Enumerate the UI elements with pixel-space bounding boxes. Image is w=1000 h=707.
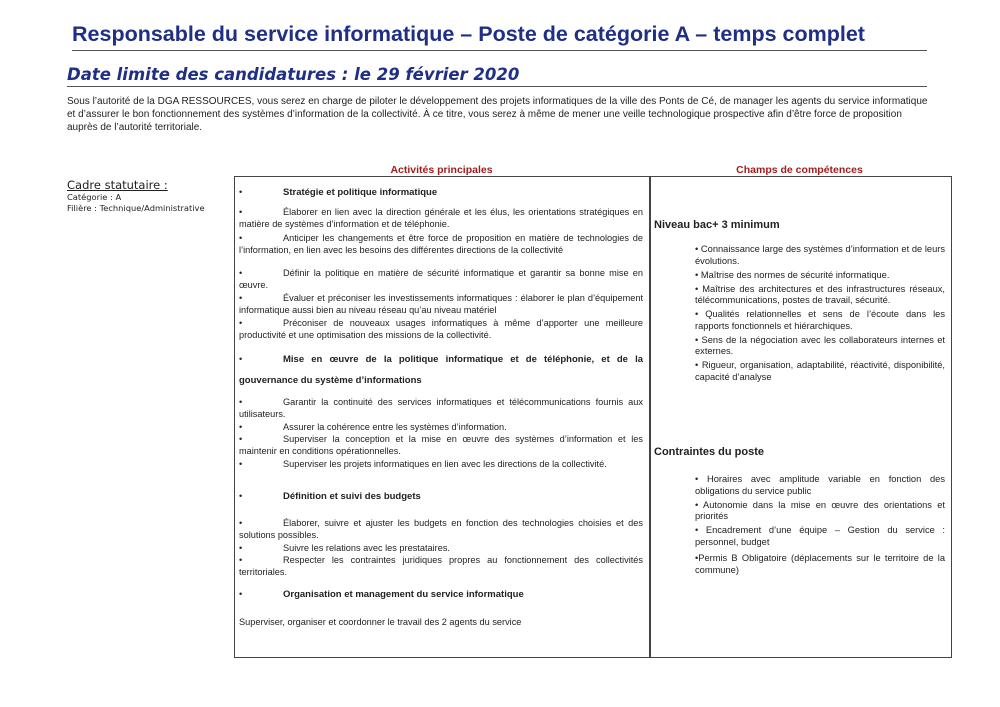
cadre-title: Cadre statutaire : [67,178,168,192]
activity-item: • Élaborer, suivre et ajuster les budgets en fonction des technologies choisies et des solutions possibles. [239,518,643,540]
activity-item: • Superviser les projets informatiques en lien avec les directions de la collectivité. [239,459,607,469]
activity-item: • Superviser la conception et la mise en œuvre des systèmes d’information et les maintenir en conditions opérationnelles. [239,434,643,456]
skill-item: • Maîtrise des normes de sécurité informatique. [695,269,890,280]
constraint-item: • Horaires avec amplitude variable en fonction des obligations du service public [695,474,945,496]
cadre-categorie: Catégorie : A [67,192,122,202]
activity-head: • Organisation et management du service informatique [239,589,524,600]
activity-item: • Suivre les relations avec les prestataires. [239,543,450,553]
activity-head: • Stratégie et politique informatique [239,187,438,198]
activity-item: • Évaluer et préconiser les investissements informatiques : élaborer le plan d’équipement informatique aussi bien au niveau réseau qu’au niveau matériel [239,293,643,315]
activity-head: • Définition et suivi des budgets [239,491,421,502]
activity-head: • Mise en œuvre de la politique informatique et de téléphonie, et de la gouvernance du système d’informations [239,354,643,386]
constraint-item: • Encadrement d’une équipe – Gestion du service : personnel, budget [695,525,945,547]
skill-item: • Maîtrise des architectures et des infrastructures réseaux, télécommunications, postes de travail, sécurité. [695,283,945,305]
cadre-filiere: Filière : Technique/Administrative [67,203,205,213]
page-title: Responsable du service informatique – Poste de catégorie A – temps complet [72,22,927,51]
activities-column-header: Activités principales [390,164,493,176]
skills-level: Niveau bac+ 3 minimum [654,219,780,231]
constraints-list [695,474,945,579]
activity-item: • Définir la politique en matière de sécurité informatique et garantir sa bonne mise en œuvre. [239,268,643,290]
cadre-statutaire [67,178,235,214]
skill-item: • Sens de la négociation avec les collaborateurs internes et externes. [695,334,945,356]
skill-item: • Connaissance large des systèmes d’information et de leurs évolutions. [695,244,945,266]
skills-column-header: Champs de compétences [736,164,863,176]
activity-plain: Superviser, organiser et coordonner le travail des 2 agents du service [239,617,522,627]
skill-item: • Rigueur, organisation, adaptabilité, réactivité, disponibilité, capacité d’analyse [695,360,945,382]
intro-paragraph: Sous l’autorité de la DGA RESSOURCES, vous serez en charge de piloter le développement des projets informatiques de la ville des Ponts de Cé, de manager les agents du service informatique et d’assurer le bon fonctionnement des systèmes d’information de la collectivité. À ce titre, vous serez à même de mener une veille technologique prospective afin d’être force de proposition auprès de l’autorité territoriale. [67,96,928,133]
skill-item: • Qualités relationnelles et sens de l’écoute dans les rapports fonctionnels et hiérarchiques. [695,309,945,331]
constraints-title: Contraintes du poste [654,446,765,458]
skills-list [695,244,945,386]
activity-item: • Assurer la cohérence entre les systèmes d’information. [239,422,507,432]
constraint-item: • Autonomie dans la mise en œuvre des orientations et priorités [695,499,945,521]
activity-item: • Garantir la continuité des services informatiques et télécommunications fournis aux utilisateurs. [239,397,643,419]
constraint-item: •Permis B Obligatoire (déplacements sur le territoire de la commune) [695,553,945,575]
activity-item: • Élaborer en lien avec la direction générale et les élus, les orientations stratégiques en matière de systèmes d’information et de téléphonie. [239,207,643,229]
deadline-heading: Date limite des candidatures : le 29 février 2020 [67,65,927,87]
activity-item: • Anticiper les changements et être force de proposition en matière de technologies de l’information, en lien avec les besoins des différentes directions de la collectivité [239,233,643,255]
activity-item: • Respecter les contraintes juridiques propres au fonctionnement des collectivités territoriales. [239,555,643,577]
activity-item: • Préconiser de nouveaux usages informatiques à même d’apporter une meilleure productivité et une optimisation des missions de la collectivité. [239,318,643,340]
